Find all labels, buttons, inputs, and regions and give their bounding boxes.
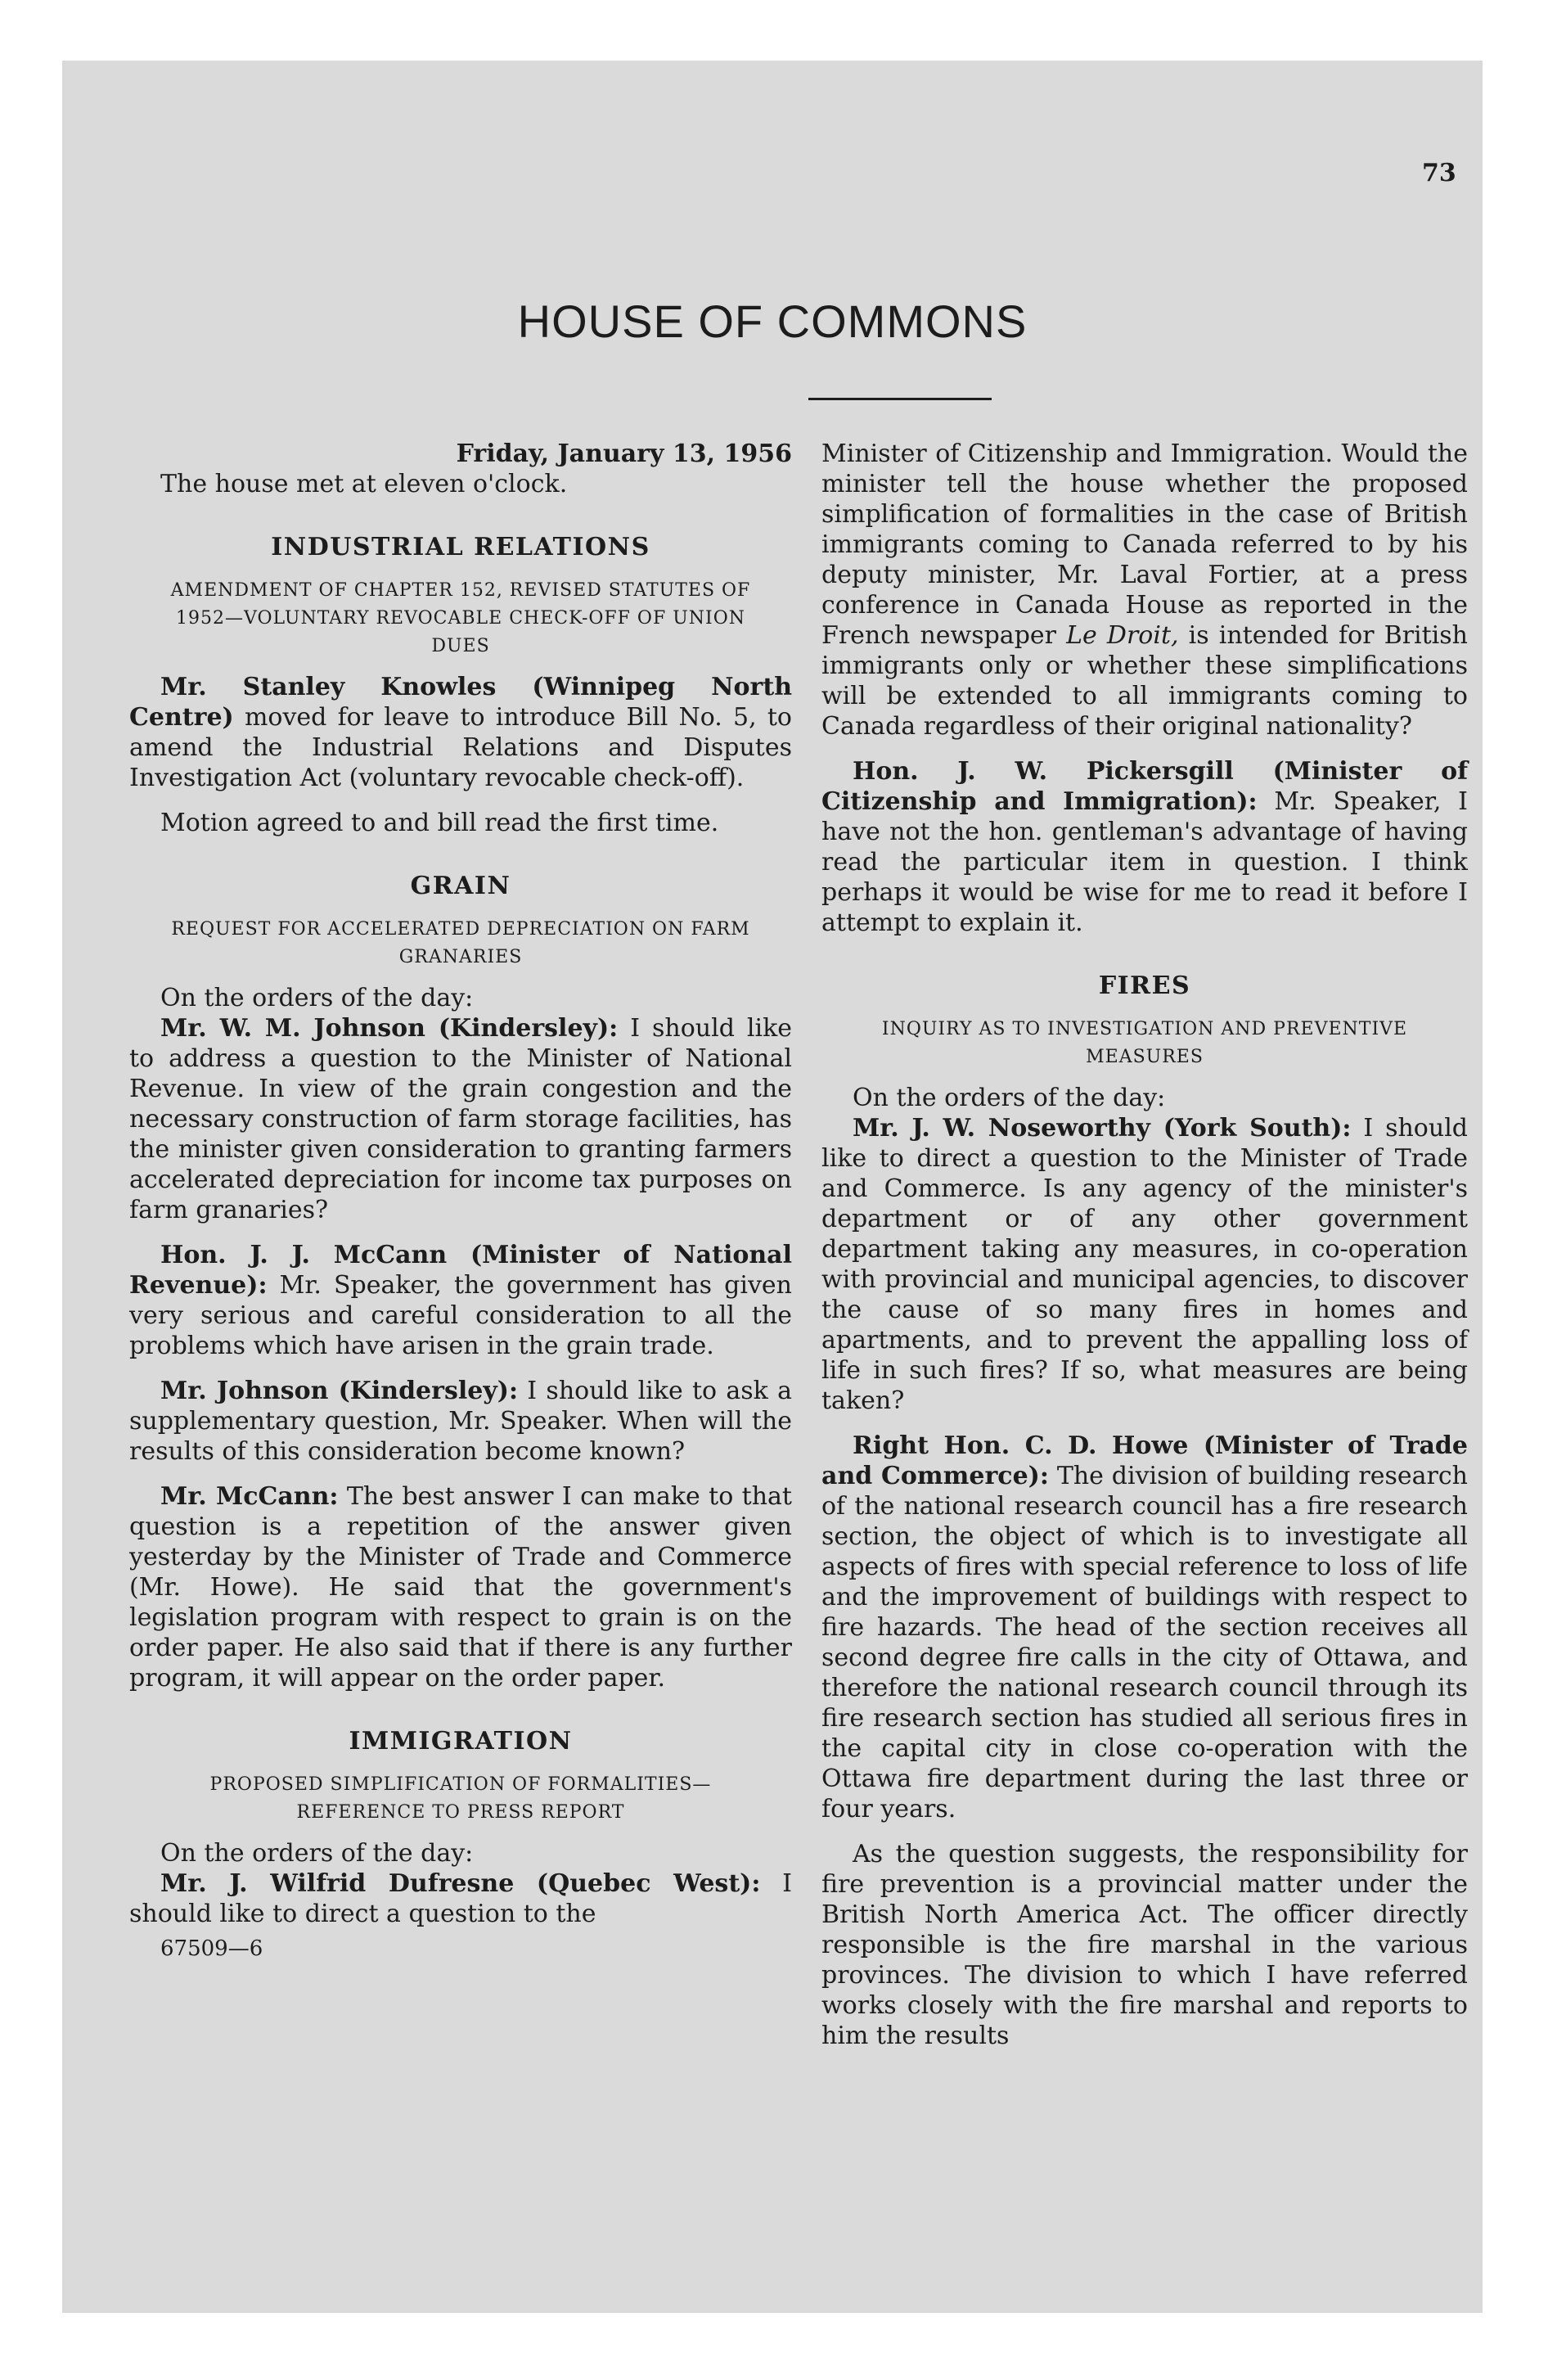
speech-text: I should like to ask a supplementary question, Mr. Speaker. When will the results of this consideration become known? (129, 1377, 792, 1466)
title-rule (808, 398, 992, 400)
speaker-name: Right Hon. C. D. Howe (Minister of Trade and Commerce): (821, 1431, 1468, 1490)
right-column (821, 439, 1468, 2051)
orders-of-day: On the orders of the day: (160, 1839, 474, 1868)
paragraph (821, 439, 1468, 741)
paragraph (129, 1481, 792, 1693)
speaker-name: Hon. J. W. Pickersgill (Minister of Citizenship and Immigration): (821, 757, 1468, 816)
paragraph (129, 1013, 792, 1225)
section-subheading: REQUEST FOR ACCELERATED DEPRECIATION ON FARM GRANARIES (171, 919, 750, 967)
footer-code: 67509—6 (160, 1936, 263, 1961)
opening-line: The house met at eleven o'clock. (160, 470, 568, 498)
paragraph (821, 1113, 1468, 1416)
speech-text: The best answer I can make to that question is a repetition of the answer given yesterday by the Minister of Trade and Commerce (Mr. Howe). He said that the government's legislation program with respect to grain is on the order paper. He also said that if there is any further program, it will appear on the order paper. (129, 1482, 792, 1693)
section-heading: INDUSTRIAL RELATIONS (271, 533, 650, 561)
speech-text: Mr. Speaker, the government has given very serious and careful consideration to all the problems which have arisen in the grain trade. (129, 1271, 792, 1360)
paragraph (821, 1431, 1468, 1824)
speech-text: The division of building research of the national research council has a fire research section, the object of which is to investigate all aspects of fires with special reference to loss of life and the improvement of buildings with respect to fire hazards. The head of the section receives all second degree fire calls in the city of Ottawa, and therefore the national research council through its fire research section has studied all serious fires in the capital city in close co-operation with the Ottawa fire department during the last three or four years. (821, 1462, 1468, 1823)
speech-text: Mr. Speaker, I have not the hon. gentleman's advantage of having read the particular item in question. I think perhaps it would be wise for me to read it before I attempt to explain it. (821, 787, 1468, 937)
page-number: 73 (1422, 159, 1456, 187)
speaker-name: Mr. J. Wilfrid Dufresne (Quebec West): (160, 1869, 761, 1898)
speaker-name: Mr. W. M. Johnson (Kindersley): (160, 1014, 619, 1043)
orders-of-day: On the orders of the day: (160, 984, 474, 1012)
document-page (62, 61, 1483, 2313)
paragraph (129, 1376, 792, 1467)
paragraph: As the question suggests, the responsibility for fire prevention is a provincial matter under the British North America Act. The officer directly responsible is the fire marshal in the various provinces. The division to which I have referred works closely with the fire marshal and reports to him the results (821, 1840, 1468, 2050)
orders-of-day: On the orders of the day: (853, 1084, 1166, 1112)
paragraph (129, 672, 792, 793)
section-subheading: PROPOSED SIMPLIFICATION OF FORMALITIES— REFERENCE TO PRESS REPORT (209, 1774, 712, 1823)
section-heading: FIRES (1098, 971, 1191, 1000)
sitting-date: Friday, January 13, 1956 (456, 439, 792, 468)
speaker-name: Mr. J. W. Noseworthy (York South): (853, 1114, 1352, 1143)
page-title: HOUSE OF COMMONS (517, 295, 1028, 347)
paragraph (821, 756, 1468, 938)
speaker-name: Mr. Johnson (Kindersley): (160, 1377, 519, 1405)
speech-text: is intended for British immigrants only or whether these simplifications will be extended to all immigrants coming to Canada regardless of their original nationality? (821, 621, 1468, 741)
speech-text: I should like to direct a question to the Minister of Trade and Commerce. Is any agency of the minister's department or of any other government department taking any measures, in co-operation with provincial and municipal agencies, to discover the cause of so many fires in homes and apartments, and to prevent the appalling loss of life in such fires? If so, what measures are being taken? (821, 1114, 1468, 1415)
paragraph: Motion agreed to and bill read the first time. (160, 809, 719, 837)
section-heading: IMMIGRATION (349, 1727, 573, 1756)
newspaper-name: Le Droit, (1066, 621, 1179, 650)
speech-text: I should like to direct a question to the (129, 1869, 793, 1928)
speech-text: Minister of Citizenship and Immigration. Would the minister tell the house whether the proposed simplification of formalities in the case of British immigrants coming to Canada referred to by his deputy minister, Mr. Laval Fortier, at a press conference in Canada House as reported in the French newspaper (821, 439, 1468, 650)
section-heading: GRAIN (410, 872, 511, 900)
speaker-name: Mr. Stanley Knowles (Winnipeg North Centre) (129, 673, 792, 732)
speaker-name: Hon. J. J. McCann (Minister of National Revenue): (129, 1241, 792, 1300)
paragraph (129, 1868, 792, 1929)
section-subheading: AMENDMENT OF CHAPTER 152, REVISED STATUTES OF 1952—VOLUNTARY REVOCABLE CHECK-OFF OF UNION DUES (170, 580, 751, 656)
speech-text: I should like to address a question to the Minister of National Revenue. In view of the grain congestion and the necessary construction of farm storage facilities, has the minister given consideration to granting farmers accelerated depreciation for income tax purposes on farm granaries? (129, 1014, 792, 1224)
section-subheading: INQUIRY AS TO INVESTIGATION AND PREVENTIVE MEASURES (881, 1019, 1408, 1067)
paragraph (129, 1240, 792, 1361)
left-column (129, 439, 792, 1964)
speaker-name: Mr. McCann: (160, 1482, 339, 1511)
speech-text: moved for leave to introduce Bill No. 5, to amend the Industrial Relations and Disputes Investigation Act (voluntary revocable check-off). (129, 703, 792, 792)
